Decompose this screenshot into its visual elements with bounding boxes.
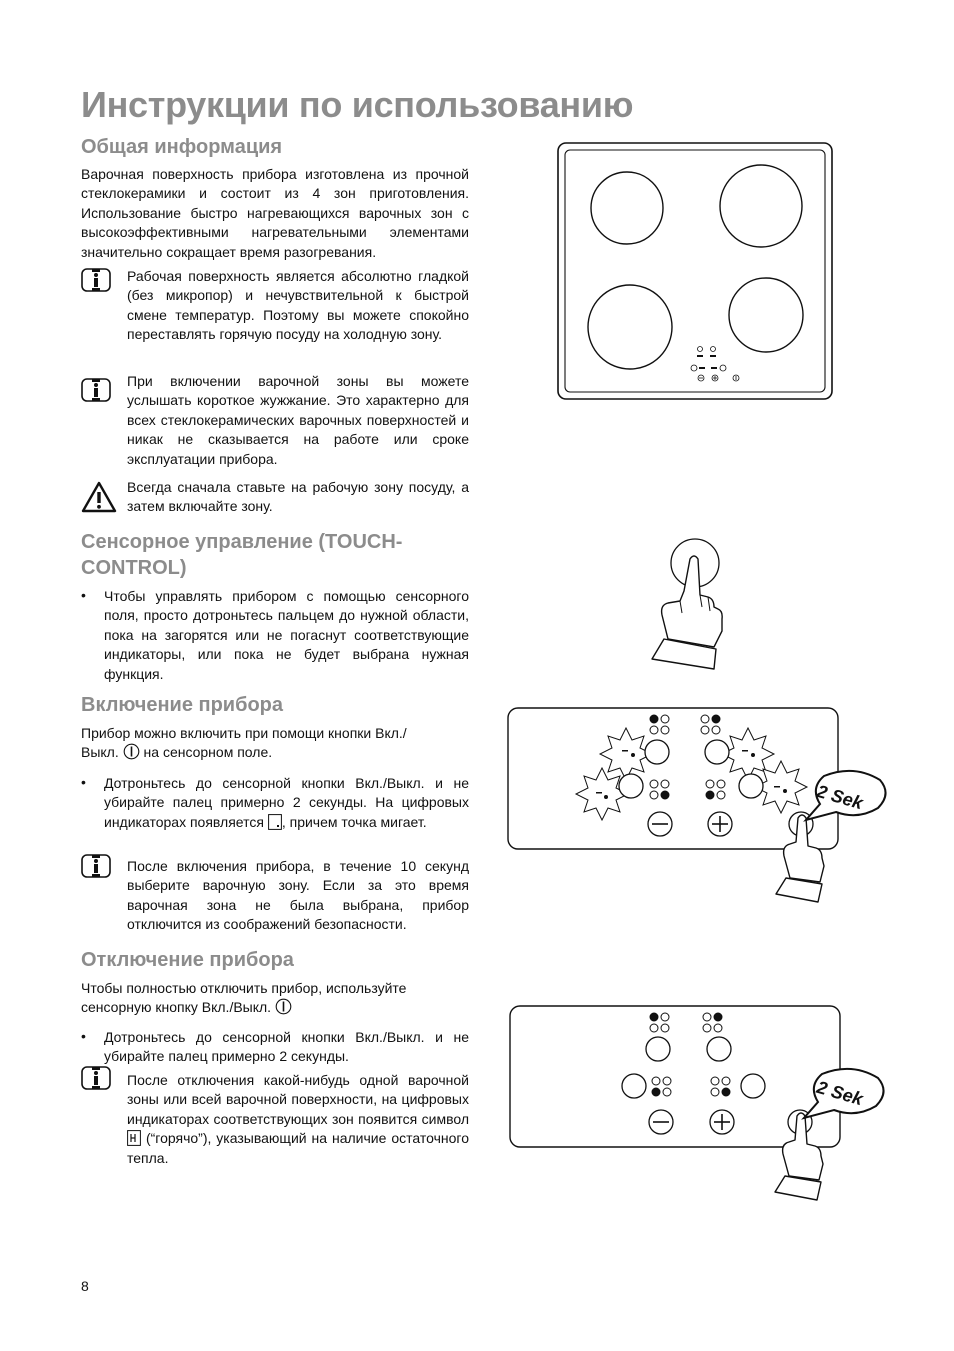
power-symbol-icon	[275, 998, 292, 1015]
touch-heading-line1: Сенсорное управление (TOUCH-	[81, 531, 403, 553]
warning-text: Всегда сначала ставьте на рабочую зону посуду, а затем включайте зону.	[127, 479, 469, 515]
touch-heading-line2: CONTROL)	[81, 557, 187, 579]
note-auto-off: После включения прибора, в течение 10 секунд выберите варочную зону. Если за это время варочная зона не была выбрана, прибор отключится из соображений безопасности.	[127, 858, 469, 933]
info-icon	[81, 268, 111, 292]
general-intro: Варочная поверхность прибора изготовлена из прочной стеклокерамики и состоит из 4 зон приготовления. Использование быстро нагревающихся варочных зон с высокоэффективными нагревательными элементами значительно сокращает время разогревания.	[81, 166, 469, 260]
off-note-b: (“горячо”), указывающий на наличие остаточного тепла.	[127, 1130, 469, 1166]
off-note-a: После отключения какой-нибудь одной варочной зоны или всей варочной поверхности, на цифровых индикаторах соответствующих зон появится символ	[127, 1072, 469, 1127]
bullet-mark: •	[81, 587, 86, 603]
hot-symbol-icon	[127, 1130, 141, 1146]
power-symbol-icon	[123, 743, 140, 760]
section-heading-on: Включение прибора	[81, 694, 284, 716]
info-icon	[81, 1066, 111, 1090]
on-p1-a: Прибор можно включить при помощи кнопки Вкл./	[81, 725, 407, 741]
finger-touch-figure	[648, 535, 738, 675]
info-icon	[81, 854, 111, 878]
bullet-mark: •	[81, 774, 86, 790]
on-paragraph	[81, 724, 469, 763]
display-dot-symbol-icon	[268, 814, 282, 830]
note-buzzing: При включении варочной зоны вы можете услышать короткое жужжание. Это характерно для всех стеклокерамических варочных поверхностей и никак не сказывается на работе или сроке эксплуатации прибора.	[127, 373, 469, 467]
on-p1-b: Выкл.	[81, 744, 119, 761]
on-p1-c: на сенсорном поле.	[143, 744, 273, 761]
note-smooth-surface: Рабочая поверхность является абсолютно гладкой (без микропор) и нечувствительной к быстрой смене температур. Поэтому вы можете спокойно переставлять горячую посуду на холодную зону.	[127, 268, 469, 343]
cooktop-figure	[556, 141, 836, 403]
duration-bubble-label: 2 Sek	[814, 1077, 866, 1110]
note-residual-heat	[127, 1071, 469, 1168]
duration-bubble-label: 2 Sek	[814, 781, 866, 814]
warning-triangle-icon	[81, 481, 117, 513]
section-heading-touch	[81, 529, 402, 581]
on-bullet-b: , причем точка мигает.	[281, 813, 427, 830]
bullet-mark: •	[81, 1028, 86, 1044]
section-heading-off: Отключение прибора	[81, 949, 294, 971]
on-bullet-a: Дотроньтесь до сенсорной кнопки Вкл./Выкл. и не убирайте палец примерно 2 секунды. На цифровых индикаторах появляется	[104, 775, 469, 830]
on-bullet	[104, 774, 469, 832]
off-p1-a: Чтобы полностью отключить прибор, используйте	[81, 980, 407, 996]
control-panel-off-figure	[508, 1004, 892, 1204]
off-paragraph	[81, 979, 469, 1018]
info-icon	[81, 378, 111, 402]
section-heading-general: Общая информация	[81, 136, 283, 158]
touch-bullet: Чтобы управлять прибором с помощью сенсорного поля, просто дотроньтесь пальцем до нужной области, пока на загорятся или не погаснут соответствующие индикаторы, или пока не будет выбрана нужная функция.	[104, 588, 469, 682]
off-bullet: Дотроньтесь до сенсорной кнопки Вкл./Выкл. и не убирайте палец примерно 2 секунды.	[104, 1029, 469, 1065]
page-number: 8	[81, 1278, 89, 1294]
off-p1-b: сенсорную кнопку Вкл./Выкл.	[81, 999, 272, 1016]
page-title: Инструкции по использованию	[81, 84, 634, 125]
